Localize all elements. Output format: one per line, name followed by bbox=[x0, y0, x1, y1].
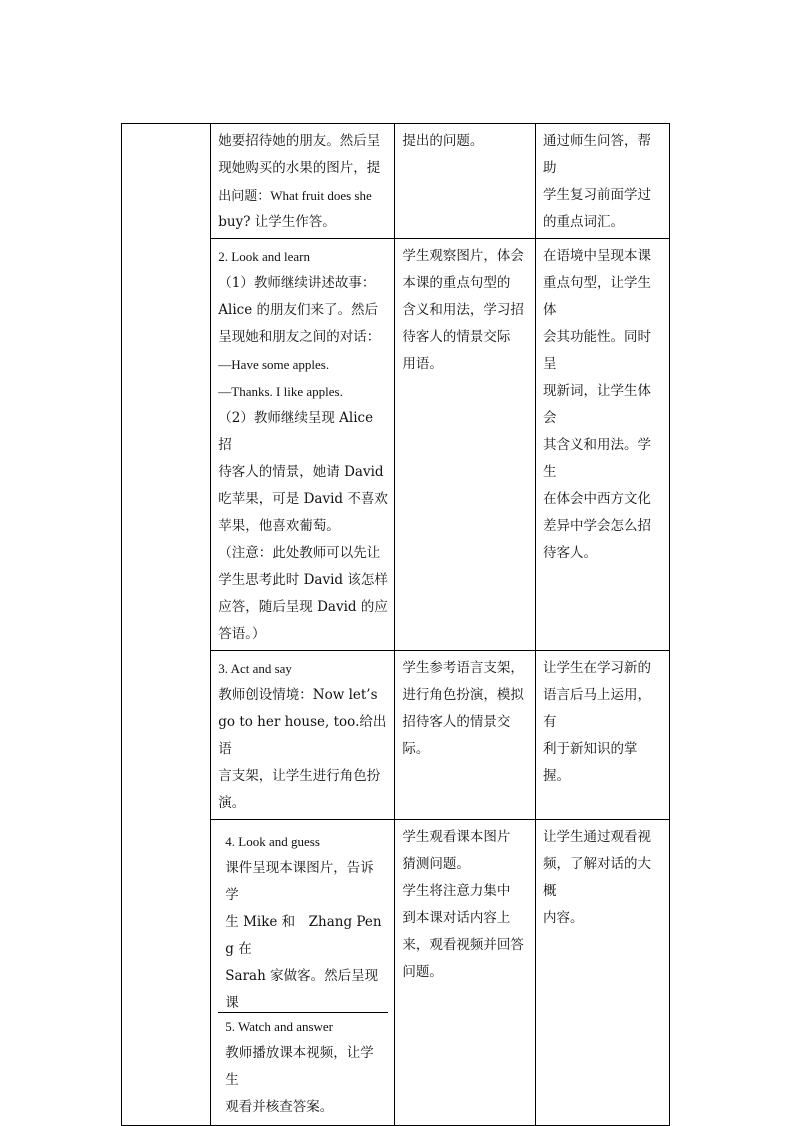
text-line: 含义和用法，学习招 bbox=[402, 302, 524, 318]
text-line: 观看并核查答案。 bbox=[225, 1099, 334, 1115]
text-line: 待客人的情景，她请 David bbox=[218, 464, 384, 480]
text-line: 招待客人的情景交 bbox=[402, 714, 511, 730]
text-line: 让学生在学习新的 bbox=[543, 660, 652, 676]
activity-cell bbox=[211, 124, 395, 239]
student-cell bbox=[395, 124, 536, 239]
table-row bbox=[122, 124, 670, 239]
purpose-cell bbox=[536, 124, 670, 239]
text-line: （1）教师继续讲述故事： bbox=[218, 275, 376, 291]
activity-cell bbox=[211, 820, 395, 1126]
text-line: 演。 bbox=[218, 795, 246, 811]
text-line: 吃苹果，可是 David 不喜欢 bbox=[218, 491, 388, 507]
text-line: （注意：此处教师可以先让 bbox=[218, 545, 381, 561]
student-cell bbox=[395, 820, 536, 1126]
stage-cell bbox=[122, 124, 211, 1126]
text-line: 学生复习前面学过 bbox=[543, 187, 652, 203]
text-line: 她要招待她的朋友。然后呈 bbox=[218, 133, 381, 149]
text-line: 学生观察图片，体会 bbox=[402, 248, 524, 264]
text-line: 重点句型，让学生体 bbox=[543, 275, 652, 318]
text-line: 应答，随后呈现 David 的应 bbox=[218, 599, 388, 615]
text-line: Alice 的朋友们来了。然后 bbox=[218, 302, 379, 318]
activity-sub-cell bbox=[218, 824, 388, 1013]
lesson-plan-table bbox=[121, 123, 670, 1126]
student-cell bbox=[395, 651, 536, 820]
text-line: 猜测问题。 bbox=[402, 856, 470, 872]
text-line: 3. Act and say bbox=[218, 661, 292, 676]
text-line: 内容。 bbox=[543, 910, 584, 926]
text-line: 课件呈现本课图片，告诉学 bbox=[225, 860, 374, 903]
text-line: 言支架，让学生进行角色扮 bbox=[218, 768, 381, 784]
text-line: —Thanks. I like apples. bbox=[218, 384, 343, 399]
text-line: 利于新知识的掌握。 bbox=[543, 741, 638, 784]
text-line: buy? 让学生作答。 bbox=[218, 214, 336, 230]
text-line: 差异中学会怎么招 bbox=[543, 518, 652, 534]
text-line: 现新词，让学生体会 bbox=[543, 383, 652, 426]
text-line: 教师创设情境：Now let’s bbox=[218, 687, 378, 703]
text-line: 现她购买的水果的图片，提 bbox=[218, 160, 381, 176]
text-line: 教师播放课本视频，让学生 bbox=[225, 1045, 374, 1088]
text-line: —Have some apples. bbox=[218, 357, 330, 372]
text-line: 在语境中呈现本课 bbox=[543, 248, 652, 264]
text-line: 通过师生问答，帮助 bbox=[543, 133, 652, 176]
text-line: 4. Look and guess bbox=[225, 834, 320, 849]
text-line: 频，了解对话的大概 bbox=[543, 856, 652, 899]
text-line: 让学生通过观看视 bbox=[543, 829, 652, 845]
activity-cell bbox=[211, 651, 395, 820]
activity-cell bbox=[211, 239, 395, 651]
text-line: 学生观看课本图片 bbox=[402, 829, 511, 845]
text-line: 学生参考语言支架， bbox=[402, 660, 524, 676]
text-line: 待客人的情景交际 bbox=[402, 329, 511, 345]
text-line: 提出的问题。 bbox=[402, 133, 484, 149]
text-line: 的重点词汇。 bbox=[543, 214, 625, 230]
text-line: 际。 bbox=[402, 741, 430, 757]
text-line: 答语。） bbox=[218, 626, 266, 642]
text-line: 问题。 bbox=[402, 964, 443, 980]
text-line: 到本课对话内容上 bbox=[402, 910, 511, 926]
text-line: 学生将注意力集中 bbox=[402, 883, 511, 899]
text-line: 呈现她和朋友之间的对话： bbox=[218, 329, 381, 345]
text-line: 会其功能性。同时呈 bbox=[543, 329, 652, 372]
text-line: 其含义和用法。学生 bbox=[543, 437, 652, 480]
purpose-cell bbox=[536, 651, 670, 820]
purpose-cell bbox=[536, 820, 670, 1126]
text-line: go to her house, too.给出语 bbox=[218, 714, 387, 757]
activity-sub-cell bbox=[218, 1013, 388, 1123]
text-line: 用语。 bbox=[402, 356, 443, 372]
text-line: 来，观看视频并回答 bbox=[402, 937, 524, 953]
text-line: Sarah 家做客。然后呈现课 bbox=[225, 968, 379, 1011]
text-line: 学生思考此时 David 该怎样 bbox=[218, 572, 388, 588]
text-line: 语言后马上运用，有 bbox=[543, 687, 652, 730]
text-line: 待客人。 bbox=[543, 545, 598, 561]
text-line: 在体会中西方文化 bbox=[543, 491, 652, 507]
text-line: （2）教师继续呈现 Alice 招 bbox=[218, 410, 374, 453]
text-line: 生 Mike 和 Zhang Peng 在 bbox=[225, 914, 382, 957]
text-line: 出问题：What fruit does she bbox=[218, 188, 372, 203]
text-line: 本课的重点句型的 bbox=[402, 275, 511, 291]
student-cell bbox=[395, 239, 536, 651]
text-line: 苹果，他喜欢葡萄。 bbox=[218, 518, 340, 534]
purpose-cell bbox=[536, 239, 670, 651]
text-line: 2. Look and learn bbox=[218, 249, 310, 264]
text-line: 进行角色扮演，模拟 bbox=[402, 687, 524, 703]
text-line: 5. Watch and answer bbox=[225, 1019, 334, 1034]
